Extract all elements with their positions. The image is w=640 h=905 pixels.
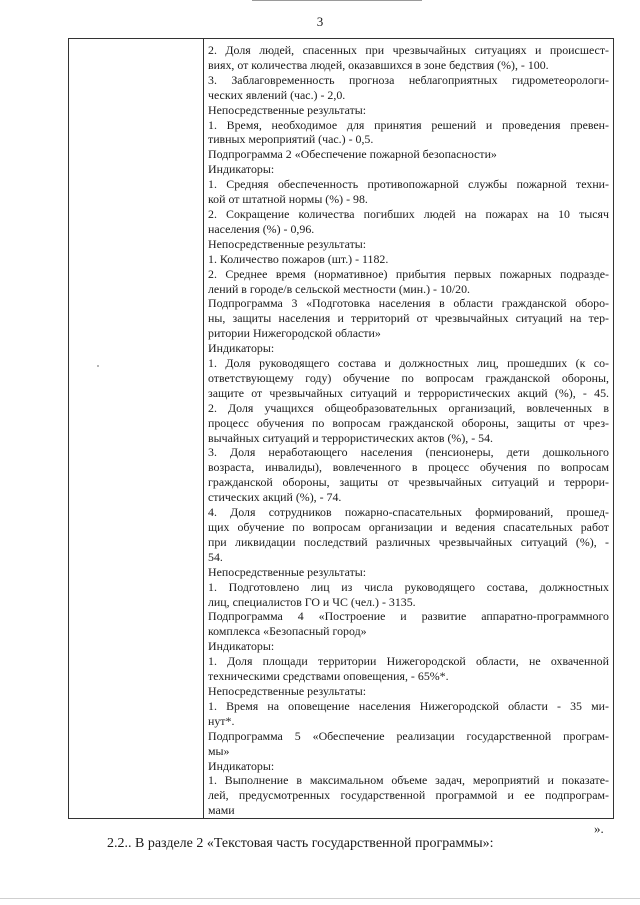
table-text-line: Подпрограмма 4 «Построение и развитие аппаратно-программного [208, 609, 609, 624]
table-text-line: стических акций (%), - 74. [208, 490, 342, 505]
table-text-line: лей, предусмотренных государственной программой и ее подпрограм- [208, 788, 609, 803]
table-text-line: при ликвидации последствий различных чрезвычайных ситуаций (%), - [208, 534, 609, 549]
table-text-line: Непосредственные результаты: [208, 564, 367, 579]
table-text-line: мы» [208, 743, 230, 758]
program-table [68, 38, 614, 819]
table-text-line: 2. Среднее время (нормативное) прибытия первых пожарных подразде- [208, 266, 609, 281]
table-text-line: ны, защиты населения и территорий от чрезвычайных ситуаций на тер- [208, 311, 609, 326]
table-text-line: вычайных ситуаций и террористических актов (%), - 54. [208, 430, 494, 445]
table-text-line: виях, от количества людей, оказавшихся в зоне бедствия (%), - 100. [208, 57, 549, 72]
table-text-line: Индикаторы: [208, 341, 275, 356]
table-text-line: 1. Количество пожаров (шт.) - 1182. [208, 251, 389, 266]
table-text-line: 1. Доля руководящего состава и должностных лиц, прошедших (к со- [208, 356, 609, 371]
table-text-line: гражданской обороны, защиты от чрезвычайных ситуаций и террори- [208, 475, 609, 490]
table-text-line: 1. Время, необходимое для принятия решений и проведения превен- [208, 117, 609, 132]
table-text-line: Индикаторы: [208, 639, 275, 654]
scan-bottom-edge [0, 898, 640, 899]
table-text-line: защите от чрезвычайных ситуаций и террористических акций (%), - 45. [208, 385, 609, 400]
table-text-line: Непосредственные результаты: [208, 236, 367, 251]
closing-quote: ». [594, 821, 604, 836]
table-text-line: населения (%) - 0,96. [208, 221, 315, 236]
scan-edge-line [252, 0, 422, 1]
table-text-line: Подпрограмма 3 «Подготовка населения в области гражданской оборо- [208, 296, 609, 311]
table-text-line: 1. Доля площади территории Нижегородской области, не охваченной [208, 654, 609, 669]
table-text-line: щих обучение по вопросам организации и ведения спасательных работ [208, 520, 609, 534]
table-text-line: техническими средствами оповещения, - 65%*. [208, 669, 449, 684]
table-text-line: 4. Доля сотрудников пожарно-спасательных формирований, прошед- [208, 505, 609, 520]
table-text-line: 54. [208, 549, 223, 564]
table-text-line: возраста, инвалиды), вовлеченного в процесс обучения по вопросам [208, 460, 609, 475]
table-text-line: тивных мероприятий (час.) - 0,5. [208, 132, 374, 147]
table-text-line: 3. Заблаговременность прогноза неблагоприятных гидрометеорологи- [208, 72, 609, 87]
section-heading-text: 2.2.. В разделе 2 «Текстовая часть государственной программы»: [107, 836, 494, 851]
table-text-line: Индикаторы: [208, 162, 275, 177]
table-text-line: процесс обучения по вопросам гражданской обороны, защиты от чрез- [208, 415, 609, 430]
table-text-line: лений в городе/в сельской местности (мин.) - 10/20. [208, 281, 471, 296]
table-text-line: нут*. [208, 713, 235, 728]
table-text-line: 1. Время на оповещение населения Нижегородской области - 35 ми- [208, 698, 609, 713]
table-text-line: Индикаторы: [208, 758, 275, 773]
table-text-line: Непосредственные результаты: [208, 102, 367, 117]
table-text-line: ритории Нижегородской области» [208, 326, 381, 341]
table-text-line: комплекса «Безопасный город» [208, 624, 367, 639]
table-text-line: 2. Сокращение количества погибших людей на пожарах на 10 тысяч [208, 206, 609, 221]
table-text-line: 1. Выполнение в максимальном объеме задач, мероприятий и показате- [208, 773, 609, 788]
table-text-line: 2. Доля людей, спасенных при чрезвычайных ситуациях и происшест- [208, 43, 609, 57]
table-text-line: 2. Доля учащихся общеобразовательных организаций, вовлеченных в [208, 400, 609, 415]
column-divider [203, 39, 204, 818]
scan-speck [97, 365, 99, 367]
table-text-line: 3. Доля неработающего населения (пенсионеры, дети дошкольного [208, 445, 609, 460]
table-text-line: Подпрограмма 5 «Обеспечение реализации государственной програм- [208, 728, 609, 743]
table-text-line: 1. Средняя обеспеченность противопожарной службы пожарной техни- [208, 177, 609, 192]
table-text-line: Подпрограмма 2 «Обеспечение пожарной безопасности» [208, 147, 497, 162]
page-number: 3 [316, 14, 324, 29]
table-text-line: Непосредственные результаты: [208, 683, 367, 698]
table-text-line: ответствующему году) обучение по вопросам гражданской обороны, [208, 370, 609, 385]
table-text-line: 1. Подготовлено лиц из числа руководящего состава, должностных [208, 579, 609, 594]
table-content-cell [208, 43, 609, 816]
table-text-line: ческих явлений (час.) - 2,0. [208, 87, 346, 102]
table-text-line: лиц, специалистов ГО и ЧС (чел.) - 3135. [208, 594, 416, 609]
table-text-line: мами [208, 803, 235, 816]
table-text-line: кой от штатной нормы (%) - 98. [208, 192, 368, 207]
